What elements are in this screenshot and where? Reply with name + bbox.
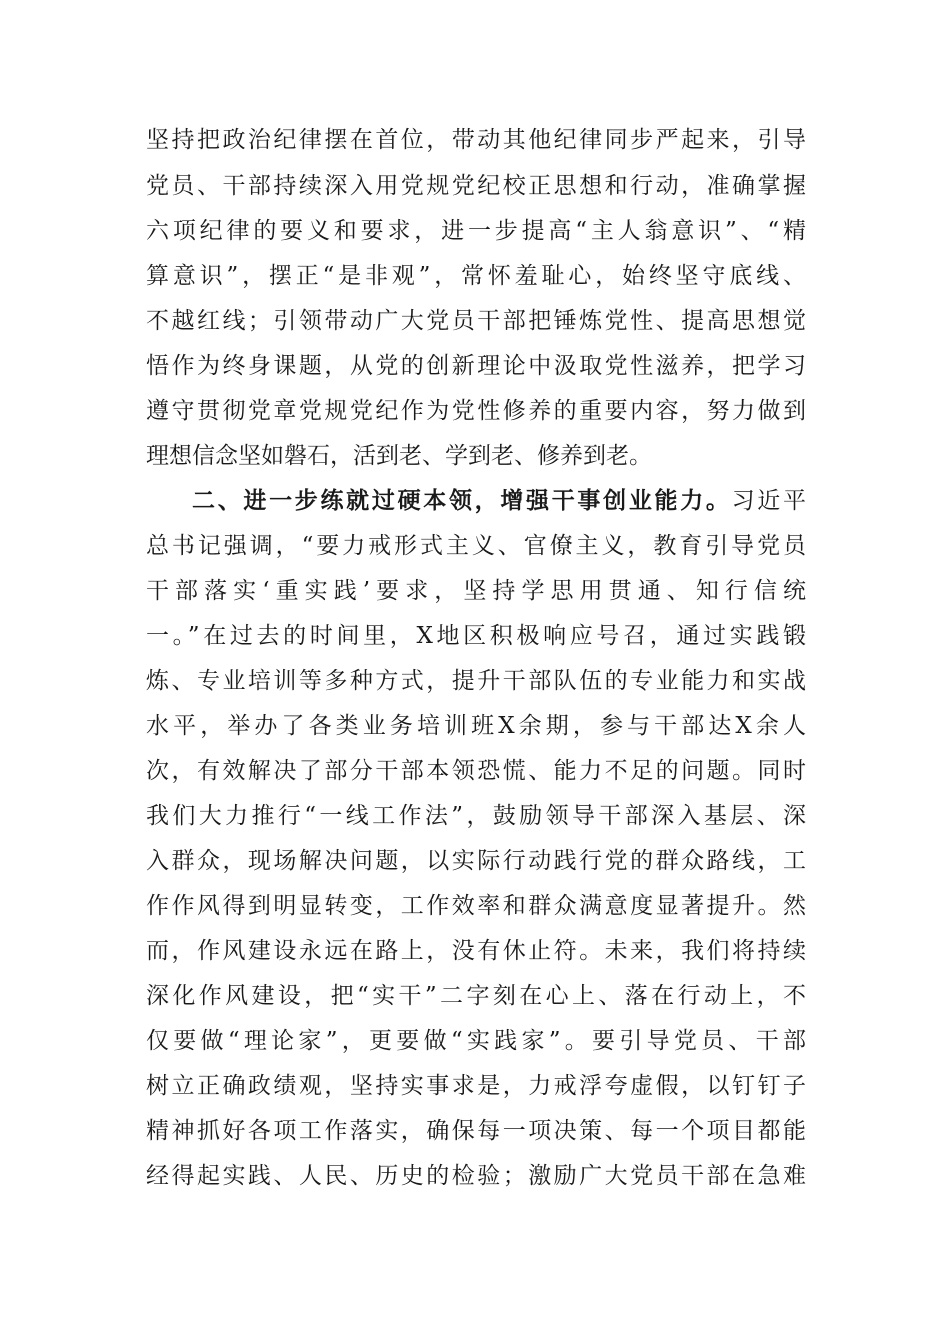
text-line: 一。”在过去的时间里，X地区积极响应号召，通过实践锻 bbox=[146, 623, 806, 649]
text-line: 我们大力推行“一线工作法”，鼓励领导干部深入基层、深 bbox=[146, 803, 806, 829]
text-line: 入群众，现场解决问题，以实际行动践行党的群众路线，工 bbox=[146, 848, 806, 874]
section-heading: 二、进一步练就过硬本领，增强干事创业能力。 bbox=[192, 487, 732, 514]
text-line: 理想信念坚如磐石，活到老、学到老、修养到老。 bbox=[146, 443, 652, 469]
text-line: 不越红线；引领带动广大党员干部把锤炼党性、提高思想觉 bbox=[146, 308, 806, 334]
text-line: 炼、专业培训等多种方式，提升干部队伍的专业能力和实战 bbox=[146, 668, 806, 694]
text-line: 六项纪律的要义和要求，进一步提高“主人翁意识”、“精 bbox=[146, 218, 806, 244]
heading-line-rest: 习近平 bbox=[731, 488, 806, 514]
text-line: 仅要做“理论家”，更要做“实践家”。要引导党员、干部 bbox=[146, 1028, 806, 1054]
section-heading-line bbox=[192, 484, 806, 518]
text-line: 而，作风建设永远在路上，没有休止符。未来，我们将持续 bbox=[146, 938, 806, 964]
text-line: 悟作为终身课题，从党的创新理论中汲取党性滋养，把学习 bbox=[146, 353, 806, 379]
text-line: 坚持把政治纪律摆在首位，带动其他纪律同步严起来，引导 bbox=[146, 127, 806, 153]
text-line: 干部落实‘重实践’要求，坚持学思用贯通、知行信统 bbox=[146, 578, 806, 604]
text-line: 党员、干部持续深入用党规党纪校正思想和行动，准确掌握 bbox=[146, 173, 806, 199]
text-line: 总书记强调，“要力戒形式主义、官僚主义，教育引导党员 bbox=[146, 533, 806, 559]
text-line: 算意识”，摆正“是非观”，常怀羞耻心，始终坚守底线、 bbox=[146, 263, 806, 289]
text-line: 经得起实践、人民、历史的检验；激励广大党员干部在急难 bbox=[146, 1163, 806, 1189]
text-line: 次，有效解决了部分干部本领恐慌、能力不足的问题。同时 bbox=[146, 758, 806, 784]
text-line: 作作风得到明显转变，工作效率和群众满意度显著提升。然 bbox=[146, 893, 806, 919]
text-line: 深化作风建设，把“实干”二字刻在心上、落在行动上，不 bbox=[146, 983, 806, 1009]
text-line: 水平，举办了各类业务培训班X余期，参与干部达X余人 bbox=[146, 713, 806, 739]
text-line: 精神抓好各项工作落实，确保每一项决策、每一个项目都能 bbox=[146, 1118, 806, 1144]
text-line: 树立正确政绩观，坚持实事求是，力戒浮夸虚假，以钉钉子 bbox=[146, 1073, 806, 1099]
text-line: 遵守贯彻党章党规党纪作为党性修养的重要内容，努力做到 bbox=[146, 398, 806, 424]
